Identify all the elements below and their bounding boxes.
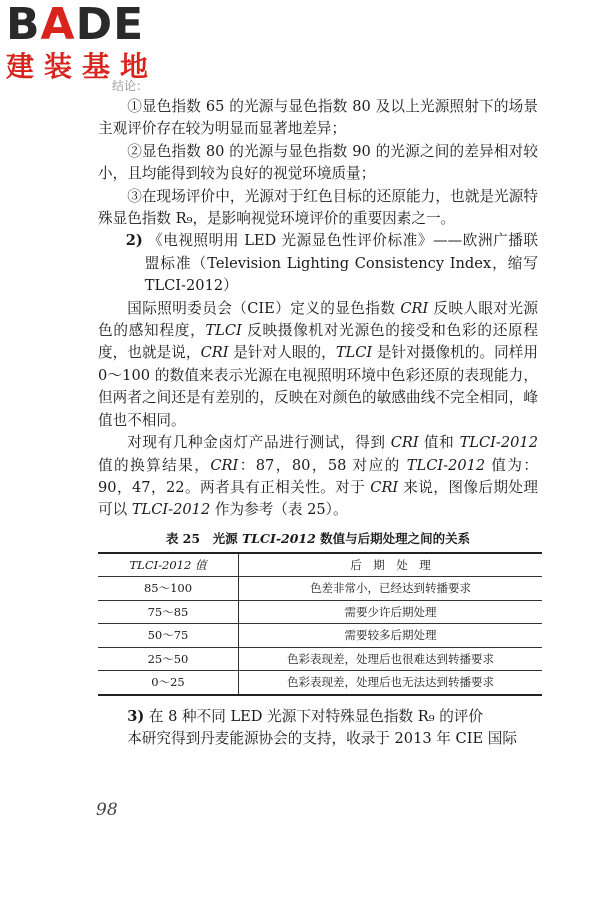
processing-note: 色彩表现差，处理后也很难达到转播要求 [239, 647, 543, 671]
header-post-processing: 后 期 处 理 [239, 553, 543, 577]
processing-note: 需要少许后期处理 [239, 600, 543, 624]
paragraph-cri-tlci: 国际照明委员会（CIE）定义的显色指数 CRI 反映人眼对光源色的感知程度，TLCI 反映摄像机对光源色的接受和色彩的还原程度，也就是说，CRI 是针对人眼的，TLCI 是针对摄像机的。同样用 0～100 的数值来表示光源在电视照明环境中色彩还原的表现能力，但两者之间还是有差别的，反映在对颜色的敏感曲线不完全相同，峰值也不相同。 [98, 299, 539, 429]
watermark-letter-b: B [6, 0, 41, 50]
conclusion-2: ②显色指数 80 的光源与显色指数 90 的光源之间的差异相对较小，且均能得到较为良好的视觉环境质量； [98, 142, 538, 183]
processing-note: 色彩表现差，处理后也无法达到转播要求 [239, 671, 543, 695]
processing-note: 色差非常小，已经达到转播要求 [239, 577, 543, 601]
paragraph-research: 本研究得到丹麦能源协会的支持，收录于 2013 年 CIE 国际 [127, 730, 517, 748]
watermark-brand [6, 2, 186, 48]
section-2-heading [98, 230, 538, 297]
section-3-number: 3) [127, 707, 145, 725]
watermark-subtitle: 建装基地 [6, 50, 159, 83]
tlci-range: 85～100 [98, 577, 239, 601]
page-content [98, 76, 538, 751]
table-row [98, 624, 542, 648]
section-3-title: 在 8 种不同 LED 光源下对特殊显色指数 R₉ 的评价 [148, 707, 483, 725]
table-25-caption: 表 25 光源 TLCI-2012 数值与后期处理之间的关系 [165, 530, 471, 546]
heading-fragment: 结论： [112, 79, 149, 93]
conclusion-1: ①显色指数 65 的光源与显色指数 80 及以上光源照射下的场景主观评价存在较为明显而显著地差异； [98, 98, 538, 138]
table-row [98, 671, 542, 695]
watermark-letter-a: A [40, 0, 76, 50]
tlci-postprocess-table [98, 552, 542, 696]
section-2-number: 2) [125, 232, 143, 250]
table-row [98, 600, 542, 624]
table-row [98, 647, 542, 671]
header-tlci-value: TLCI-2012 值 [98, 553, 239, 577]
conclusion-3: ③在现场评价中，光源对于红色目标的还原能力，也就是光源特殊显色指数 R₉，是影响视觉环境评价的重要因素之一。 [98, 187, 538, 228]
section-3-heading [98, 706, 538, 728]
table-header-row [98, 553, 542, 577]
section-2-title: 《电视照明用 LED 光源显色性评价标准》——欧洲广播联盟标准（Television Lighting Consistency Index，缩写 TLCI-2012） [144, 232, 539, 295]
paragraph-test-results: 对现有几种金卤灯产品进行测试，得到 CRI 值和 TLCI-2012 值的换算结果，CRI：87，80，58 对应的 TLCI-2012 值为：90，47，22。两者具有正相关性。对于 CRI 来说，图像后期处理可以 TLCI-2012 作为参考（表 25）。 [98, 434, 538, 519]
tlci-range: 0～25 [98, 671, 239, 695]
tlci-range: 50～75 [98, 624, 239, 648]
table-row [98, 577, 542, 601]
tlci-range: 25～50 [98, 647, 239, 671]
page-number: 98 [96, 800, 118, 820]
tlci-range: 75～85 [98, 600, 239, 624]
watermark-letters-de: DE [75, 0, 145, 50]
processing-note: 需要较多后期处理 [239, 624, 543, 648]
